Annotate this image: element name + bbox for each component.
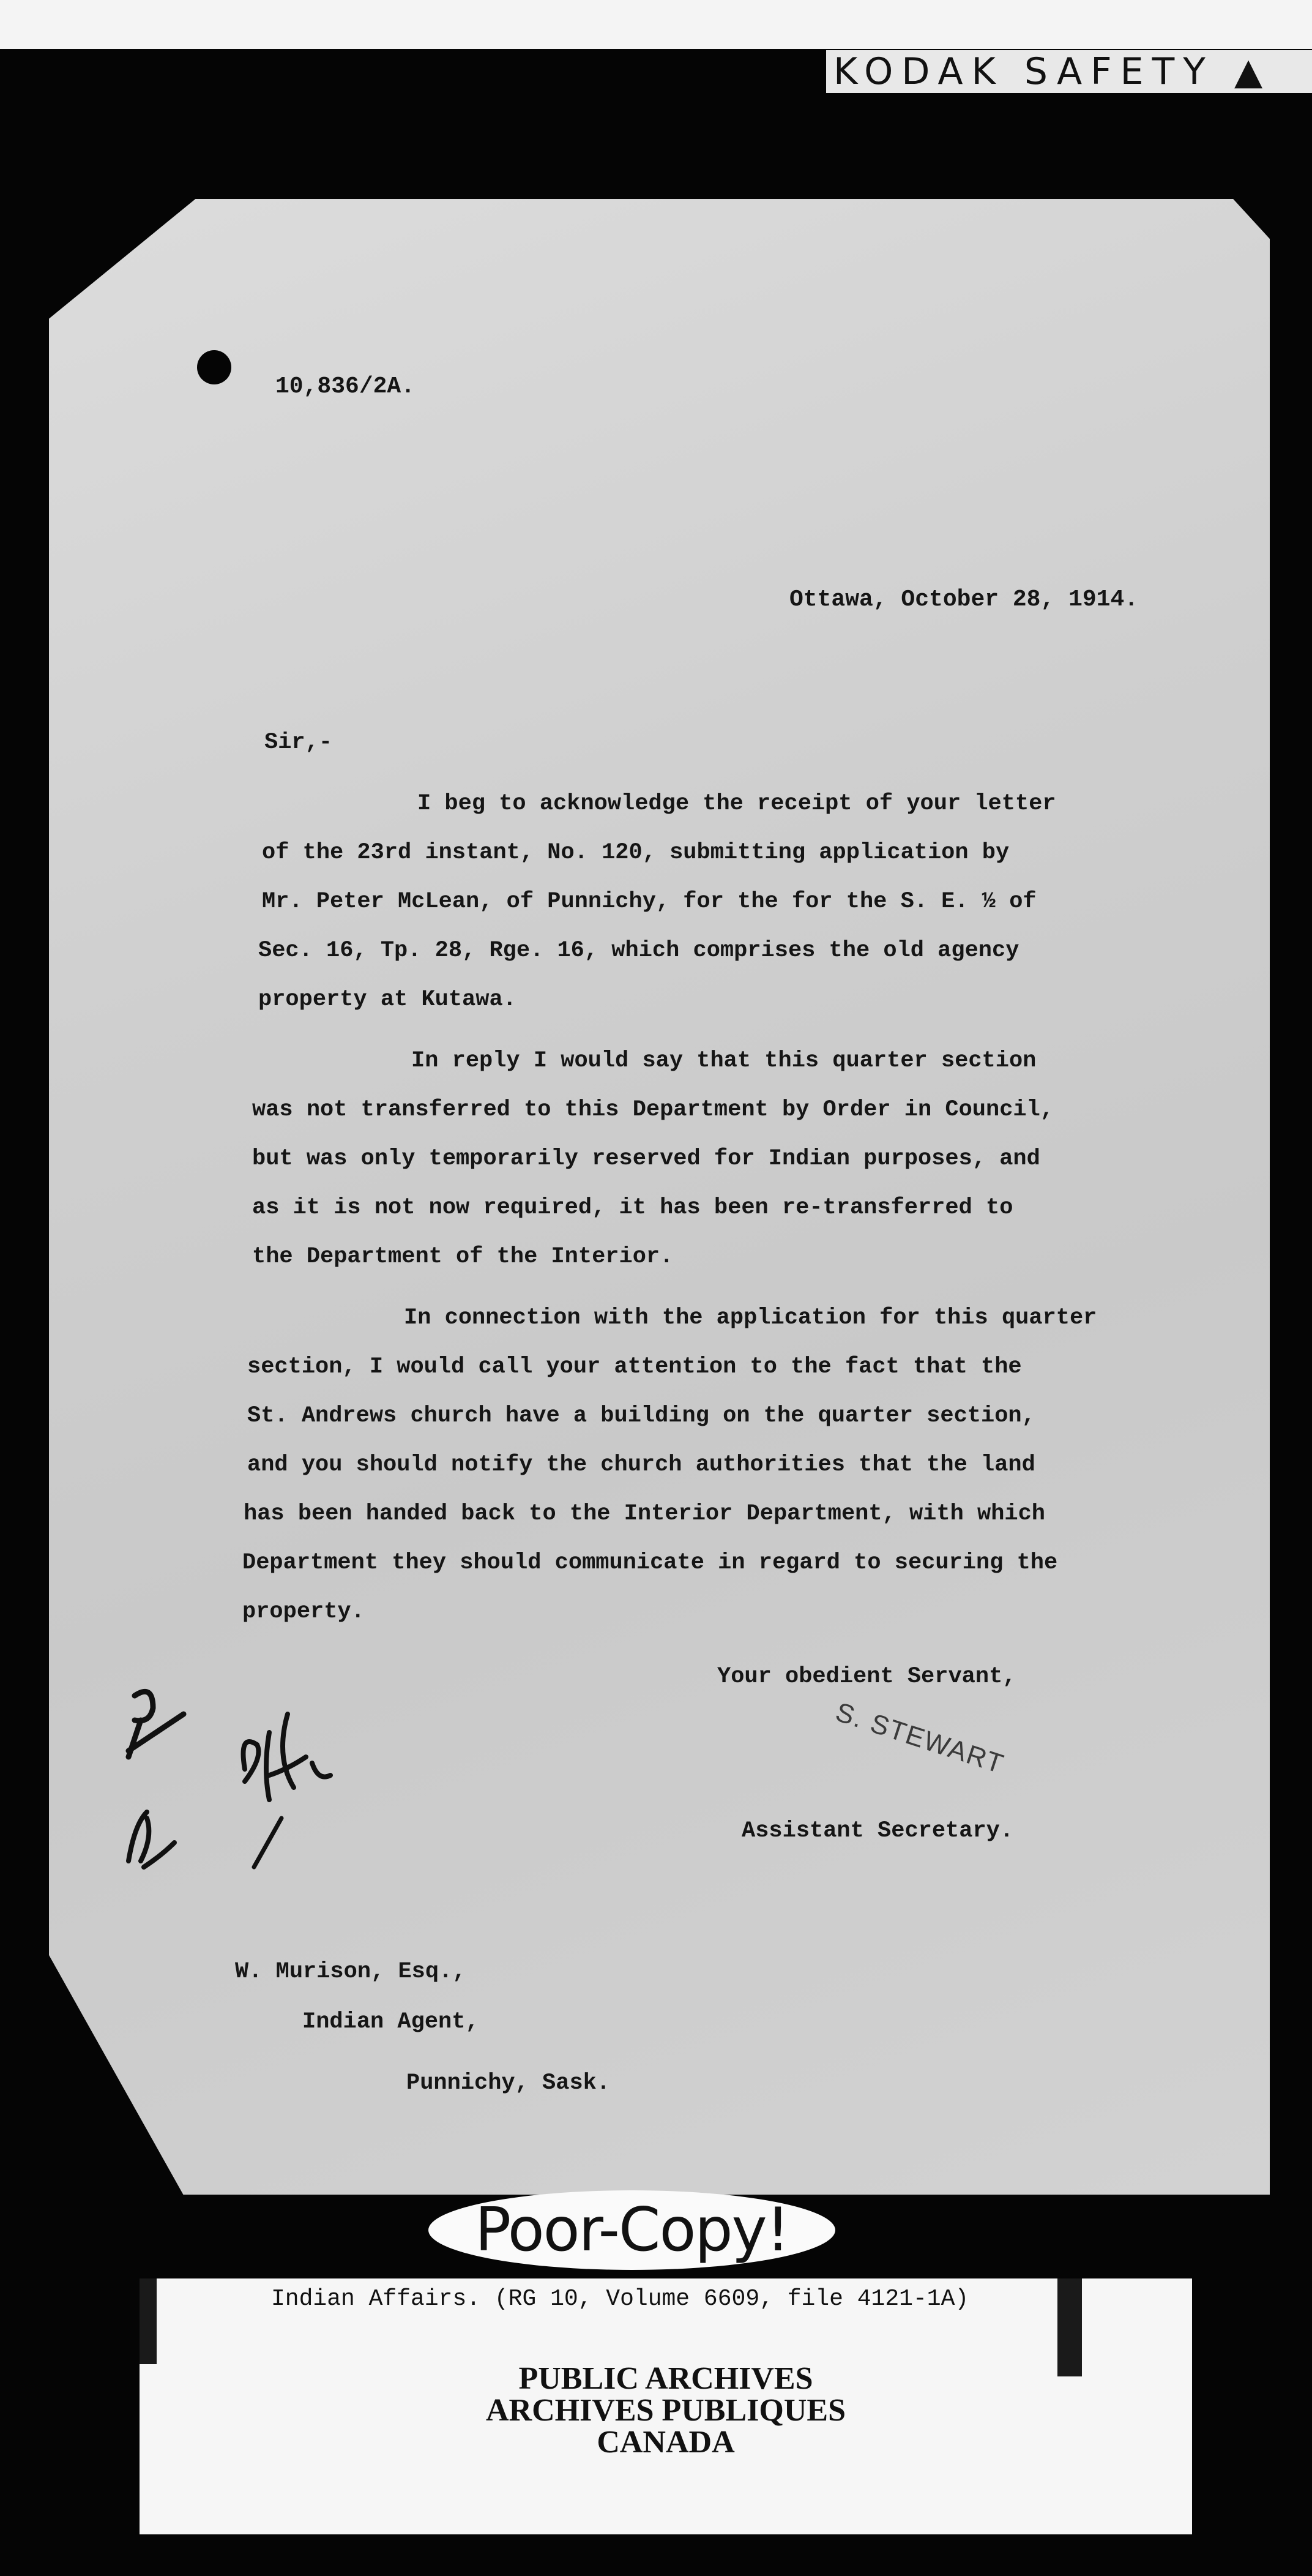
body-line: Sec. 16, Tp. 28, Rge. 16, which comprises the old agency bbox=[258, 938, 1019, 964]
body-line: St. Andrews church have a building on the quarter section, bbox=[247, 1403, 1035, 1429]
body-line: In connection with the application for this quarter bbox=[404, 1305, 1097, 1331]
body-line: Department they should communicate in regard to securing the bbox=[242, 1550, 1058, 1576]
body-line: the Department of the Interior. bbox=[252, 1244, 674, 1270]
body-line: and you should notify the church authorities that the land bbox=[247, 1452, 1035, 1478]
signatory-title: Assistant Secretary. bbox=[742, 1818, 1014, 1844]
handwritten-initials bbox=[110, 1677, 404, 1934]
salutation: Sir,- bbox=[264, 730, 333, 755]
addressee-line: W. Murison, Esq., bbox=[235, 1959, 466, 1985]
body-line: was not transferred to this Department by Order in Council, bbox=[252, 1097, 1054, 1123]
archive-title-line: ARCHIVES PUBLIQUES bbox=[485, 2393, 846, 2428]
archive-reference: Indian Affairs. (RG 10, Volume 6609, file 4121-1A) bbox=[271, 2286, 969, 2312]
body-line: has been handed back to the Interior Department, with which bbox=[244, 1501, 1046, 1527]
archive-card bbox=[140, 2278, 1192, 2534]
body-line: of the 23rd instant, No. 120, submitting application by bbox=[262, 840, 1010, 866]
archive-title-line: PUBLIC ARCHIVES bbox=[518, 2361, 813, 2396]
body-line: Mr. Peter McLean, of Punnichy, for the for the S. E. ½ of bbox=[262, 889, 1037, 915]
closing: Your obedient Servant, bbox=[717, 1664, 1016, 1690]
file-number: 10,836/2A. bbox=[275, 373, 416, 400]
body-line: In reply I would say that this quarter section bbox=[411, 1048, 1037, 1074]
body-line: section, I would call your attention to the fact that the bbox=[247, 1354, 1022, 1380]
addressee-line: Indian Agent, bbox=[302, 2009, 479, 2035]
place-date: Ottawa, October 28, 1914. bbox=[789, 586, 1139, 613]
poor-copy-label bbox=[428, 2190, 835, 2270]
body-line: property at Kutawa. bbox=[258, 987, 516, 1013]
signature-stamp: S. STEWART bbox=[832, 1696, 1008, 1780]
body-line: I beg to acknowledge the receipt of your letter bbox=[417, 791, 1056, 817]
body-line: as it is not now required, it has been re-transferred to bbox=[252, 1195, 1013, 1221]
body-line: property. bbox=[242, 1599, 365, 1625]
poor-copy-text: Poor-Copy! bbox=[475, 2195, 789, 2265]
body-line: but was only temporarily reserved for Indian purposes, and bbox=[252, 1146, 1040, 1172]
film-top-strip bbox=[0, 0, 1312, 49]
card-edge-mark bbox=[140, 2278, 157, 2364]
card-edge-mark bbox=[1057, 2278, 1082, 2376]
punch-hole bbox=[197, 350, 231, 384]
film-edge-label: KODAK SAFETY ▲ bbox=[826, 50, 1312, 93]
archive-title-line: CANADA bbox=[597, 2425, 735, 2460]
addressee-line: Punnichy, Sask. bbox=[406, 2070, 611, 2096]
